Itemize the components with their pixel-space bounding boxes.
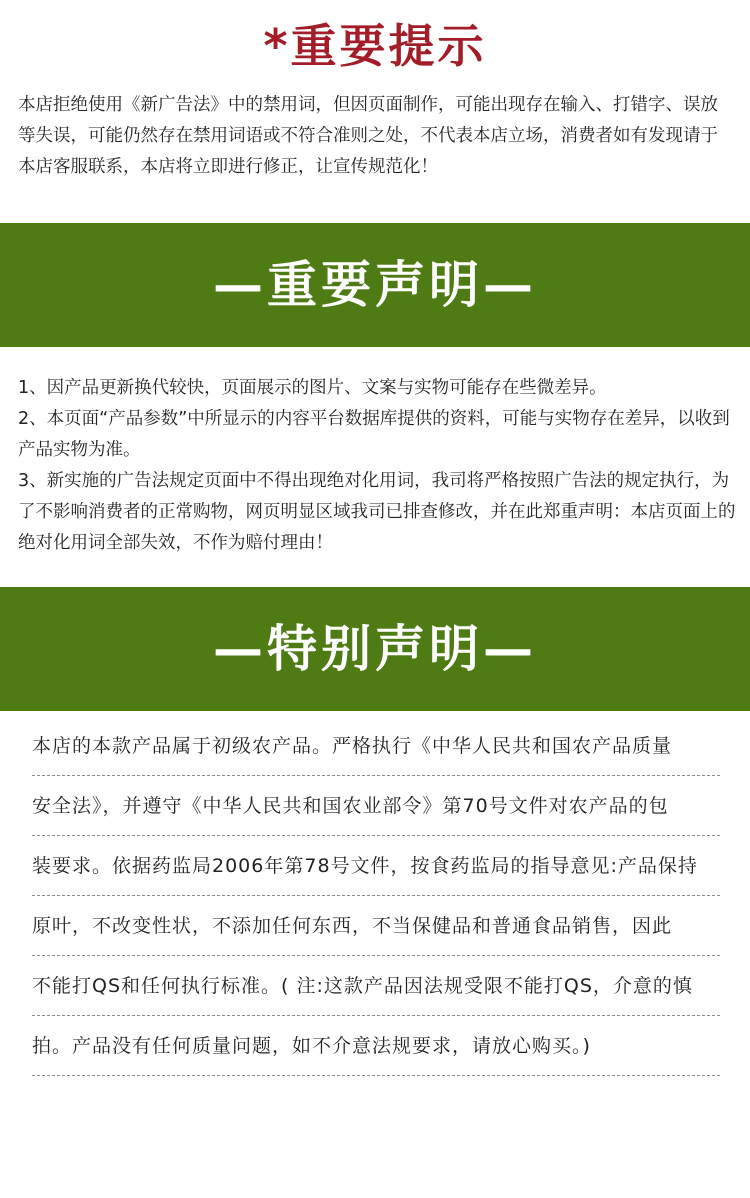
statement-banner bbox=[0, 223, 750, 347]
statement-item: 2、本页面“产品参数”中所显示的内容平台数据库提供的资料，可能与实物存在差异，以收到产品实物为准。 bbox=[18, 409, 730, 460]
special-line: 装要求。依据药监局2006年第78号文件，按食药监局的指导意见:产品保持 bbox=[32, 836, 720, 896]
special-title: —特别声明— bbox=[213, 620, 537, 678]
notice-body: 本店拒绝使用《新广告法》中的禁用词，但因页面制作，可能出现存在输入、打错字、误放等失误，可能仍然存在禁用词语或不符合准则之处，不代表本店立场，消费者如有发现请于本店客服联系，本店将立即进行修正，让宣传规范化！ bbox=[18, 95, 718, 177]
statement-item: 3、新实施的广告法规定页面中不得出现绝对化用词，我司将严格按照广告法的规定执行，为了不影响消费者的正常购物，网页明显区域我司已排查修改，并在此郑重声明：本店页面上的绝对化用词全部失效，不作为赔付理由！ bbox=[18, 471, 736, 553]
special-line: 拍。产品没有任何质量问题，如不介意法规要求，请放心购买。) bbox=[32, 1016, 720, 1076]
special-banner bbox=[0, 587, 750, 711]
statement-list bbox=[18, 373, 736, 559]
notice-title: *重要提示 bbox=[263, 19, 487, 73]
statement-item: 1、因产品更新换代较快，页面展示的图片、文案与实物可能存在些微差异。 bbox=[18, 378, 607, 398]
special-line: 原叶，不改变性状，不添加任何东西，不当保健品和普通食品销售，因此 bbox=[32, 896, 720, 956]
special-line: 本店的本款产品属于初级农产品。严格执行《中华人民共和国农产品质量 bbox=[32, 716, 720, 776]
special-statement-block bbox=[32, 716, 720, 1076]
statement-title: —重要声明— bbox=[213, 256, 537, 314]
special-line: 不能打QS和任何执行标准。( 注:这款产品因法规受限不能打QS，介意的慎 bbox=[32, 956, 720, 1016]
special-line: 安全法》，并遵守《中华人民共和国农业部令》第70号文件对农产品的包 bbox=[32, 776, 720, 836]
